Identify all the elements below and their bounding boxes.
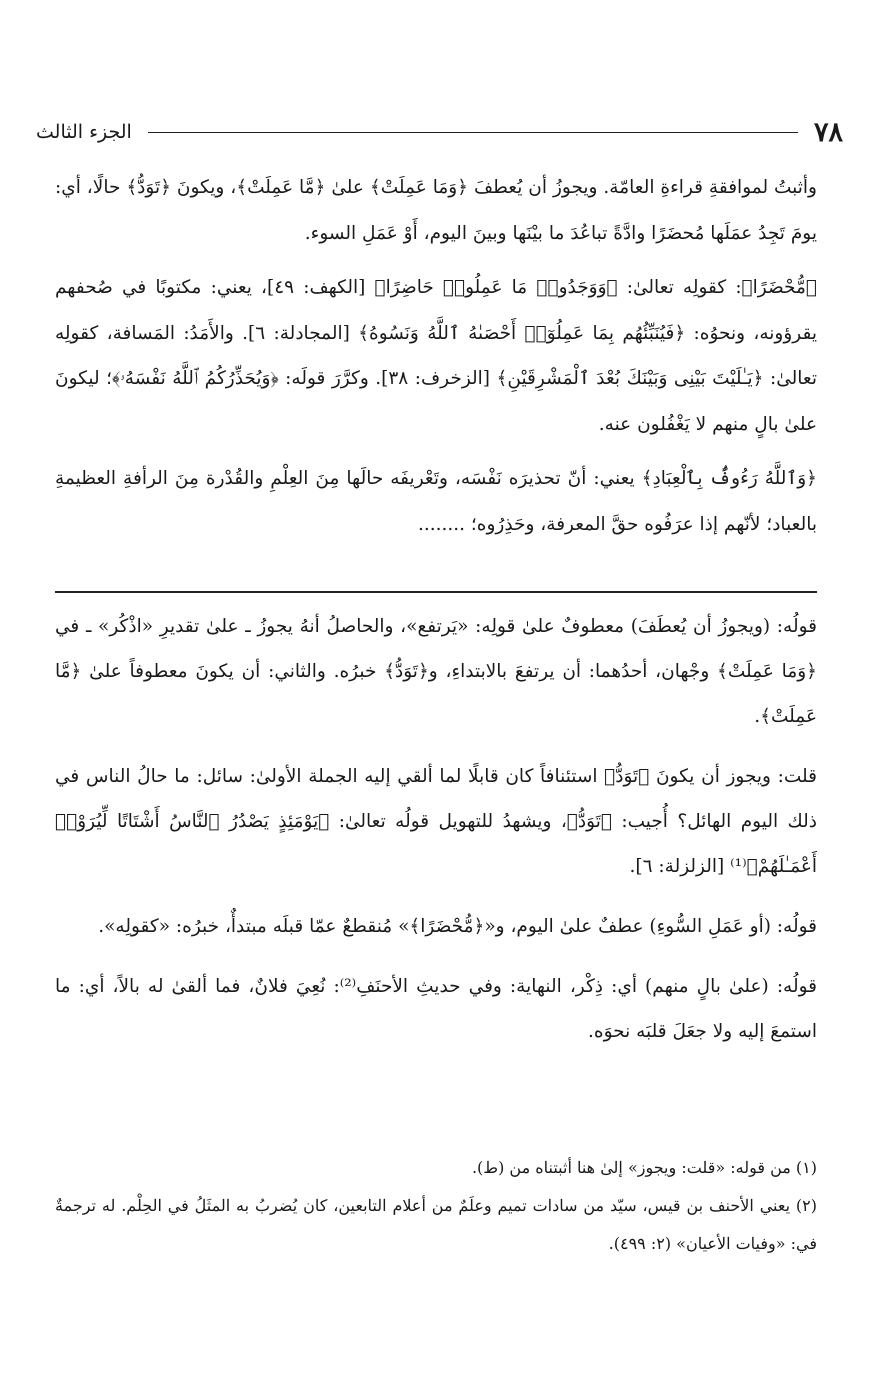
commentary-paragraph: قولُه: (أو عَمَلِ السُّوءِ) عطفٌ علىٰ اليوم، و«﴿مُّحْضَرًا﴾» مُنقطعٌ عمّا قبلَه مبتدأٌ، خبرُه: «كقولِه». [98,916,817,937]
page-header [36,112,843,152]
main-paragraph: وأثبتُ لموافقةِ قراءةِ العامّة. ويجوزُ أن يُعطفَ ﴿وَمَا عَمِلَتْ﴾ علىٰ ﴿مَّا عَمِلَتْ﴾، ويكونَ ﴿تَوَدُّ﴾ حالًا، أي: يومَ تَجِدُ عمَلَها مُحضَرًا وادَّةً تباعُدَ ما بيْنَها وبينَ اليوم، أَوْ عَمَلِ السوء. [55,177,817,244]
section-divider [55,591,817,593]
main-paragraph: ﴿وَٱللَّهُ رَءُوفٌۢ بِٱلْعِبَادِ﴾ يعني: أنّ تحذيرَه نَفْسَه، وتَعْريفَه حالَها مِنَ العِلْمِ والقُدْرة مِنَ الرأفةِ العظيمةِ بالعباد؛ لأنّهم إذا عرَفُوه حقَّ المعرفة، وحَذِرُوه؛ ........ [55,468,817,535]
commentary-paragraph: قلت: ويجوز أن يكونَ ﴿تَوَدُّ﴾ استئنافاً كان قابلًا لما ألقي إليه الجملة الأولىٰ: سائل: ما حالُ الناس في ذلك اليوم الهائل؟ أُجيب: ﴿تَوَدُّ﴾، ويشهدُ للتهويل قولُه تعالىٰ: ﴿يَوْمَئِذٍ يَصْدُرُ ٱلنَّاسُ أَشْتَاتًا لِّيُرَوْا۟ أَعْمَـٰلَهُمْ﴾⁽¹⁾ [الزلزلة: ٦]. [55,766,817,877]
commentary-paragraph: قولُه: (ويجوزُ أن يُعطَفَ) معطوفٌ علىٰ قولِه: «يَرتفع»، والحاصلُ أنهُ يجوزُ ـ علىٰ تقديرِ «اذْكُر» ـ في ﴿وَمَا عَمِلَتْ﴾ وجْهان، أحدُهما: أن يرتفعَ بالابتداءِ، و﴿تَوَدُّ﴾ خبرُه. والثاني: أن يكونَ معطوفاً علىٰ ﴿مَّا عَمِلَتْ﴾. [55,616,817,727]
commentary-paragraph: قولُه: (علىٰ بالٍ منهم) أي: ذِكْر، النهاية: وفي حديثِ الأحنَفِ⁽²⁾: نُعِيَ فلانٌ، فما ألقىٰ له بالاً، أي: ما استمعَ إليه ولا جعَلَ قلبَه نحوَه. [55,976,818,1042]
main-paragraph: ﴿مُّحْضَرًا﴾: كقولِه تعالىٰ: ﴿وَوَجَدُوا۟ مَا عَمِلُوا۟ حَاضِرًا﴾ [الكهف: ٤٩]، يعني: مكتوبًا في صُحفهم يقرؤونه، ونحوُه: ﴿فَيُنَبِّئُهُم بِمَا عَمِلُوٓا۟ أَحْصَىٰهُ ٱللَّهُ وَنَسُوهُ﴾ [المجادلة: ٦]. والأَمَدُ: المَسافة، كقولِه تعالىٰ: ﴿يَـٰلَيْتَ بَيْنِى وَبَيْنَكَ بُعْدَ ٱلْمَشْرِقَيْنِ﴾ [الزخرف: ٣٨]. وكرَّرَ قولَه: ﴿وَيُحَذِّرُكُمُ ٱللَّهُ نَفْسَهُۥ﴾؛ ليكونَ علىٰ بالٍ منهم لا يَغْفُلون عنه. [55,277,818,435]
footnote: (٢) يعني الأحنف بن قيس، سيّد من سادات تميم وعلَمٌ من أعلام التابعين، كان يُضربُ به المثَلُ في الحِلْم. له ترجمةٌ في: «وفيات الأعيان» (٢: ٤٩٩). [55,1196,818,1253]
footnote: (١) من قوله: «قلت: ويجوز» إلىٰ هنا أثبتناه من (ط). [471,1158,817,1177]
header-rule [148,132,798,133]
page-number: ٧٨ [813,116,843,148]
running-title: الجزء الثالث [36,121,132,143]
footnotes [55,1149,817,1263]
commentary-text [55,604,817,1069]
main-text [55,165,817,556]
